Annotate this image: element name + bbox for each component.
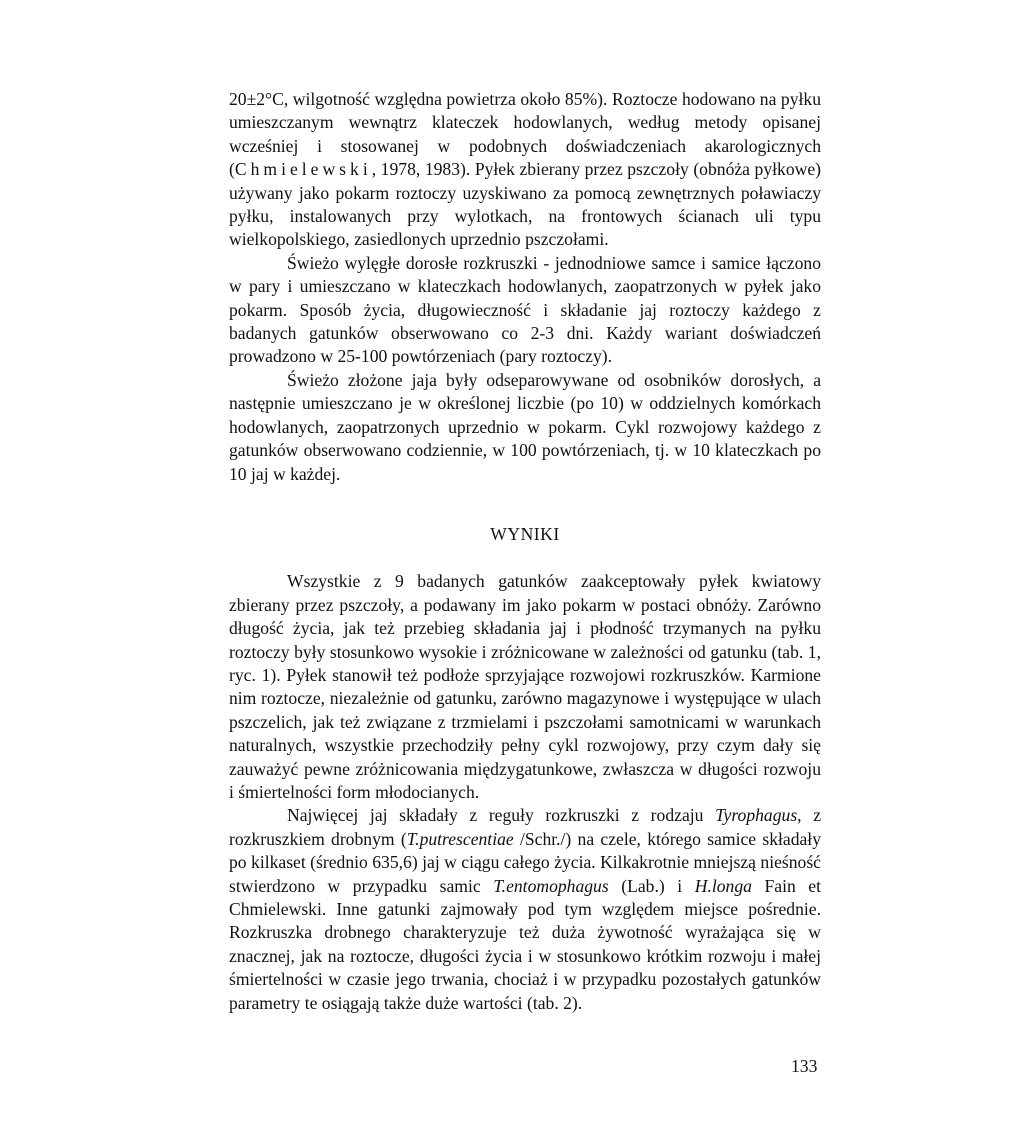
species-t-putrescentiae: T.putrescentiae (406, 828, 514, 849)
methods-p1-text-b: , 1978, 1983). Pyłek zbierany przez pszczoły (obnóża pyłkowe) używany jako pokarm roztoczy uzyskiwano za pomocą zewnętrznych poławiaczy pyłku, instalowanych przy wylotkach, na frontowych ścianach uli typu wielkopolskiego, zasiedlonych uprzednio pszczołami. (229, 159, 821, 250)
species-tyrophagus: Tyrophagus (715, 805, 798, 826)
results-paragraph-1: Wszystkie z 9 badanych gatunków zaakceptowały pyłek kwiatowy zbierany przez pszczoły, a podawany im jako pokarm w postaci obnóży. Zarówno długość życia, jak też przebieg składania jaj i płodność trzymanych na pyłku roztoczy były stosunkowo wysokie i zróżnicowane w zależności od gatunku (tab. 1, ryc. 1). Pyłek stanowił też podłoże sprzyjające rozwojowi rozkruszków. Karmione nim roztocze, niezależnie od gatunku, zarówno magazynowe i występujące w ulach pszczelich, jak też związane z trzmielami i pszczołami samotnicami w warunkach naturalnych, wszystkie przechodziły pełny cykl rozwojowy, przy czym dały się zauważyć pewne zróżnicowania międzygatunkowe, zwłaszcza w długości rozwoju i śmiertelności form młodocianych. (229, 571, 821, 802)
text-column (229, 88, 821, 1015)
results-p2-text-e: Fain et Chmielewski. Inne gatunki zajmowały pod tym względem miejsce pośrednie. Rozkruszka drobnego charakteryzuje też duża żywotność wyrażająca się w znacznej, jak na roztocze, długości życia i w stosunkowo krótkim rozwoju i małej śmiertelności w czasie jego trwania, chociaż i w przypadku pozostałych gatunków parametry te osiągają także duże wartości (tab. 2). (229, 875, 821, 1013)
methods-paragraph-3: Świeżo złożone jaja były odseparowywane od osobników dorosłych, a następnie umieszczano je w określonej liczbie (po 10) w oddzielnych komórkach hodowlanych, zaopatrzonych uprzednio w pokarm. Cykl rozwojowy każdego z gatunków obserwowano codziennie, w 100 powtórzeniach, tj. w 10 klateczkach po 10 jaj w każdej. (229, 369, 821, 484)
results-p2-text-b: , z rozkruszkiem drobnym ( (229, 805, 821, 849)
species-h-longa: H.longa (694, 875, 752, 896)
methods-paragraph-2: Świeżo wylęgłe dorosłe rozkruszki - jednodniowe samce i samice łączono w pary i umieszczano w klateczkach hodowlanych, zaopatrzonych w pyłek jako pokarm. Sposób życia, długowieczność i składanie jaj roztoczy każdego z badanych gatunków obserwowano co 2-3 dni. Każdy wariant doświadczeń prowadzono w 25-100 powtórzeniach (pary roztoczy). (229, 252, 821, 367)
results-paragraph-2 (229, 804, 821, 1015)
page-number: 133 (791, 1056, 818, 1076)
results-p2-text-a: Najwięcej jaj składały z reguły rozkruszki z rodzaju (287, 805, 716, 826)
results-p2-text-d: (Lab.) i (608, 875, 695, 896)
results-p2-text-c: /Schr./) na czele, którego samice składały po kilkaset (średnio 635,6) jaj w ciągu całego życia. Kilkakrotnie mniejszą nieśność stwierdzono w przypadku samic (229, 828, 821, 896)
author-name-spaced: Chmielewski (234, 159, 372, 180)
species-t-entomophagus: T.entomophagus (493, 875, 609, 896)
methods-paragraph-1 (229, 88, 821, 252)
methods-p1-text-a: 20±2°C, wilgotność względna powietrza około 85%). Roztocze hodowano na pyłku umieszczanym wewnątrz klateczek hodowlanych, według metody opisanej wcześniej i stosowanej w podobnych doświadczeniach akarologicznych ( (229, 89, 821, 180)
section-heading-results: WYNIKI (490, 523, 560, 544)
